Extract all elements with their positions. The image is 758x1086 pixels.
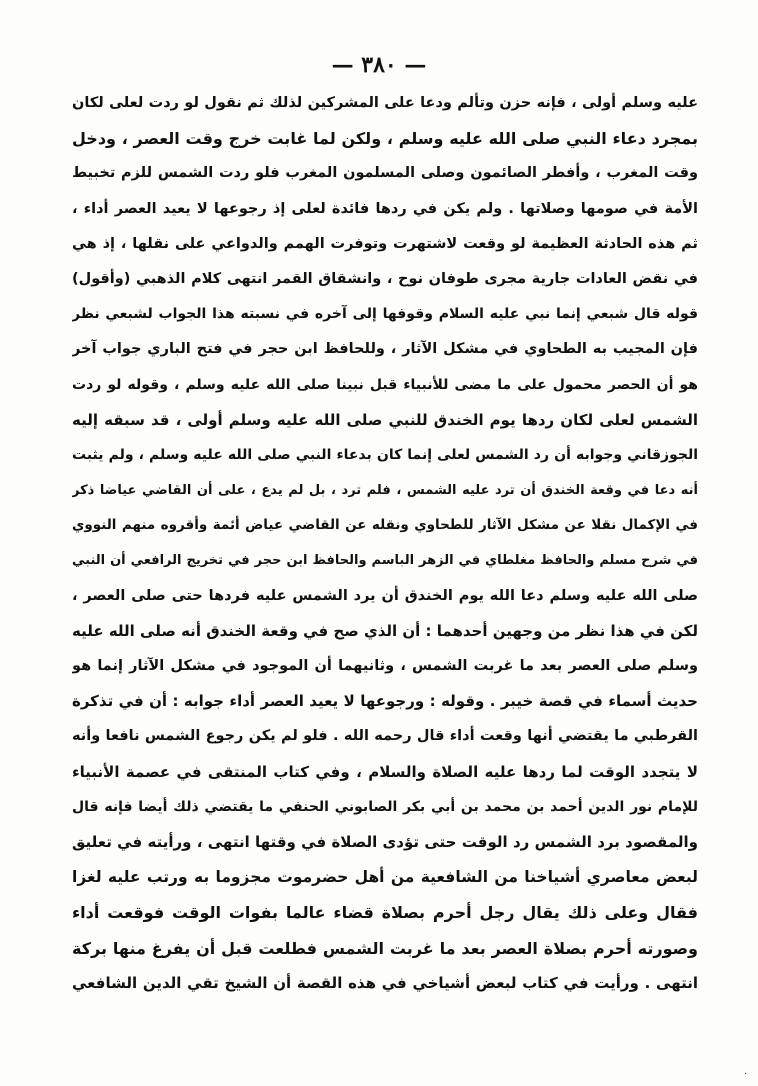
text-line: وصورته أحرم بصلاة العصر بعد ما غربت الشمس فطلعت قبل أن يفرغ منها بركة: [72, 938, 698, 958]
text-line: والمقصود برد الشمس رد الوقت حتى تؤدى الصلاة في وقتها انتهى ، ورأيته في تعليق: [72, 832, 698, 851]
text-line: فقال وعلى ذلك يقال رجل أحرم بصلاة قضاء عالما بفوات الوقت فوقعت أداء: [72, 903, 698, 923]
text-line: القرطبي ما يقتضي أنها وقعت أداء قال رحمه الله . فلو لم يكن رجوع الشمس نافعا وأنه: [72, 728, 698, 745]
text-line: الشمس لعلى لكان ردها يوم الخندق للنبي صلى الله عليه وسلم أولى ، قد سبقه إليه: [72, 410, 698, 429]
text-line: وقت المغرب ، وأفطر الصائمون وصلى المسلمون المغرب فلو ردت الشمس للزم تخبيط: [72, 165, 698, 182]
text-line: حديث أسماء في قصة خيبر . وقوله : ورجوعها لا يعيد العصر أداء جوابه : أن في تذكرة: [72, 692, 698, 711]
text-line: في نقض العادات جارية مجرى طوفان نوح ، وانشقاق القمر انتهى كلام الذهبي (وأقول): [72, 270, 698, 287]
page-text-body: [72, 86, 698, 1001]
text-line: في شرح مسلم والحافظ مغلطاي في الزهر الباسم والحافظ ابن حجر في تخريج الرافعي أن النبي: [72, 553, 698, 569]
text-line: الجوزقاني وجوابه أن رد الشمس لعلى إنما كان بدعاء النبي صلى الله عليه وسلم ، ولم يثبت: [72, 446, 698, 463]
text-line: لا يتجدد الوقت لما ردها عليه الصلاة والسلام ، وفي كتاب المنتقى في عصمة الأنبياء: [72, 762, 698, 781]
text-line: قوله قال شبعي إنما نبي عليه السلام وقوفها إلى آخره في نسبته هذا الجواب لشبعي نظر: [72, 306, 698, 323]
text-line: ثم هذه الحادثة العظيمة لو وقعت لاشتهرت وتوفرت الهمم والدواعي على نقلها ، إذ هي: [72, 235, 698, 252]
text-line: عليه وسلم أولى ، فإنه حزن وتألم ودعا على المشركين لذلك ثم نقول لو ردت لعلى لكان: [72, 95, 698, 111]
text-line: وسلم صلى العصر بعد ما غربت الشمس ، وثانيهما أن الموجود في مشكل الآثار إنما هو: [72, 658, 698, 674]
text-line: الأمة في صومها وصلاتها . ولم يكن في ردها فائدة لعلى إذ رجوعها لا يعيد العصر أداء ،: [72, 200, 698, 217]
text-line: هو أن الحصر محمول على ما مضى للأنبياء قبل نبينا صلى الله عليه وسلم ، وقوله لو ردت: [72, 376, 698, 393]
text-line: بمجرد دعاء النبي صلى الله عليه وسلم ، ولكن لما غابت خرج وقت العصر ، ودخل: [72, 129, 698, 149]
text-line: لكن في هذا نظر من وجهين أحدهما : أن الذي صح في وقعة الخندق أنه صلى الله عليه: [72, 621, 698, 640]
text-line: أنه دعا في وقعة الخندق أن ترد عليه الشمس ، فلم ترد ، بل لم يدع ، على أن القاضي عياضا ذكر: [72, 483, 698, 499]
text-line: في الإكمال نقلا عن مشكل الآثار للطحاوي ونقله عن القاضي عياض أئمة وأقروه منهم النووي: [72, 517, 698, 534]
text-line: للإمام نور الدين أحمد بن محمد بن أبي بكر الصابوني الحنفي ما يقتضي ذلك أيضا فإنه قال: [72, 798, 698, 815]
text-line: صلى الله عليه وسلم دعا الله يوم الخندق أن يرد الشمس عليه فردها حتى صلى العصر ،: [72, 587, 698, 604]
text-line: لبعض معاصري أشياخنا من الشافعية من أهل حضرموت مجزوما به ورتب عليه لغزا: [72, 868, 698, 887]
page-number: — ٣٨٠ —: [331, 52, 427, 78]
scan-speck: ·: [744, 1069, 748, 1080]
text-line: فإن المجيب به الطحاوي في مشكل الآثار ، وللحافظ ابن حجر في فتح الباري جواب آخر: [72, 341, 698, 358]
text-line: انتهى . ورأيت في كتاب لبعض أشياخي في هذه القصة أن الشيخ تقي الدين الشافعي: [72, 973, 698, 992]
